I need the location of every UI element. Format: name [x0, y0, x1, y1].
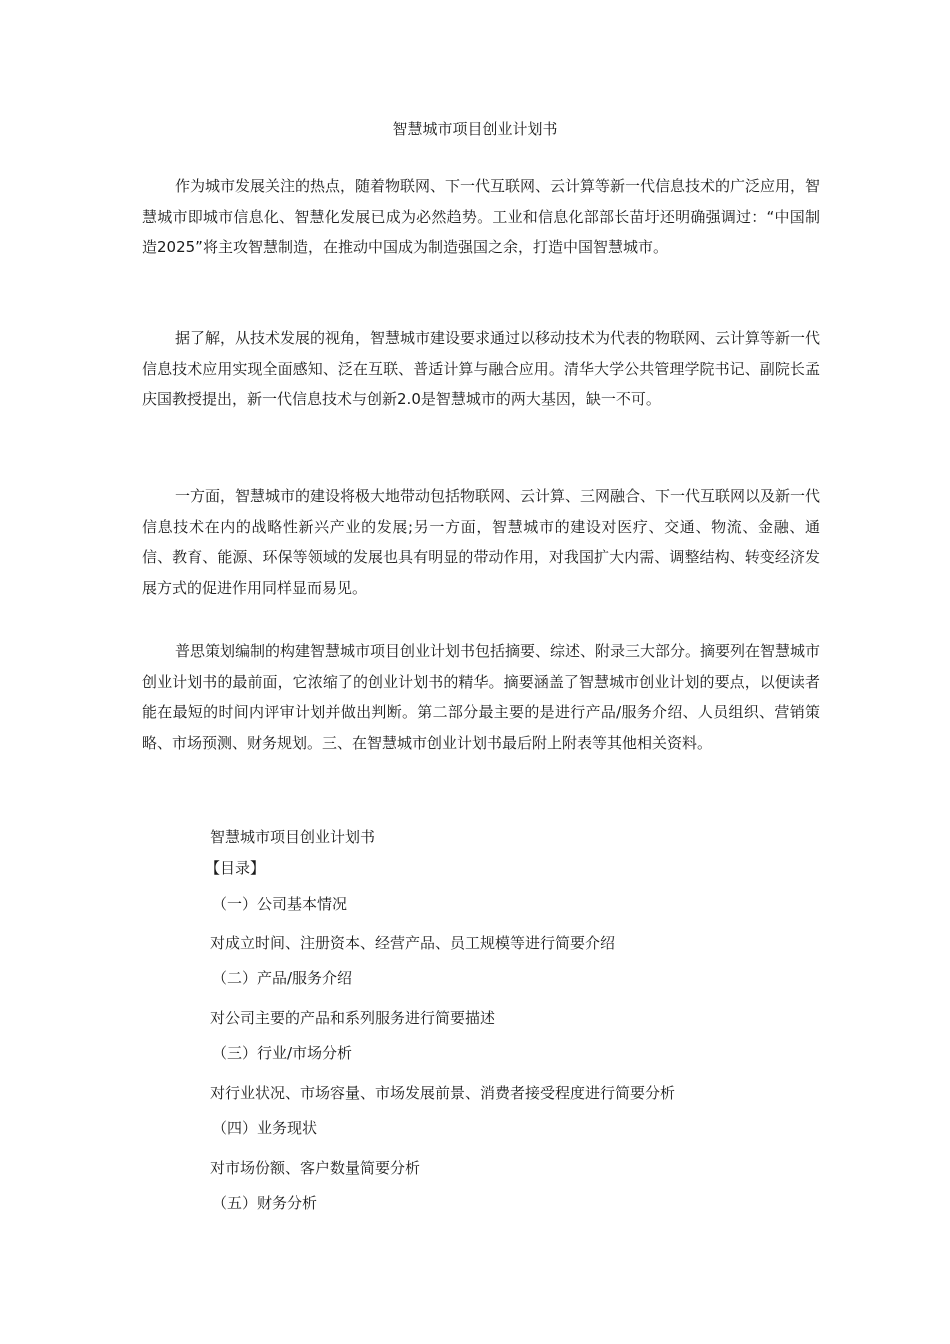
- body-paragraph: 普思策划编制的构建智慧城市项目创业计划书包括摘要、综述、附录三大部分。摘要列在智慧城市创业计划书的最前面，它浓缩了的创业计划书的精华。摘要涵盖了智慧城市创业计划的要点，以便读者能在最短的时间内评审计划并做出判断。第二部分最主要的是进行产品/服务介绍、人员组织、营销策略、市场预测、财务规划。三、在智慧城市创业计划书最后附上附表等其他相关资料。: [142, 642, 821, 752]
- toc-section-description: 对行业状况、市场容量、市场发展前景、消费者接受程度进行简要分析: [210, 1084, 676, 1102]
- body-paragraph: 一方面，智慧城市的建设将极大地带动包括物联网、云计算、三网融合、下一代互联网以及新一代信息技术在内的战略性新兴产业的发展;另一方面，智慧城市的建设对医疗、交通、物流、金融、通信、教育、能源、环保等领域的发展也具有明显的带动作用，对我国扩大内需、调整结构、转变经济发展方式的促进作用同样显而易见。: [142, 487, 821, 597]
- toc-title: 智慧城市项目创业计划书: [210, 828, 376, 846]
- toc-section-label: （五）财务分析: [212, 1194, 318, 1212]
- toc-section-label: （四）业务现状: [212, 1119, 318, 1137]
- toc-section-description: 对市场份额、客户数量简要分析: [210, 1159, 421, 1177]
- body-paragraph: 作为城市发展关注的热点，随着物联网、下一代互联网、云计算等新一代信息技术的广泛应用，智慧城市即城市信息化、智慧化发展已成为必然趋势。工业和信息化部部长苗圩还明确强调过：“中国制造2025”将主攻智慧制造，在推动中国成为制造强国之余，打造中国智慧城市。: [142, 177, 821, 256]
- toc-section-label: （二）产品/服务介绍: [212, 969, 353, 987]
- toc-section-description: 对成立时间、注册资本、经营产品、员工规模等进行简要介绍: [210, 934, 616, 952]
- toc-section-label: （一）公司基本情况: [212, 895, 348, 913]
- page-title: 智慧城市项目创业计划书: [392, 120, 558, 138]
- body-paragraph: 据了解，从技术发展的视角，智慧城市建设要求通过以移动技术为代表的物联网、云计算等新一代信息技术应用实现全面感知、泛在互联、普适计算与融合应用。清华大学公共管理学院书记、副院长孟庆国教授提出，新一代信息技术与创新2.0是智慧城市的两大基因，缺一不可。: [142, 329, 821, 408]
- toc-heading: 【目录】: [205, 859, 266, 877]
- toc-section-description: 对公司主要的产品和系列服务进行简要描述: [210, 1009, 496, 1027]
- toc-section-label: （三）行业/市场分析: [212, 1044, 353, 1062]
